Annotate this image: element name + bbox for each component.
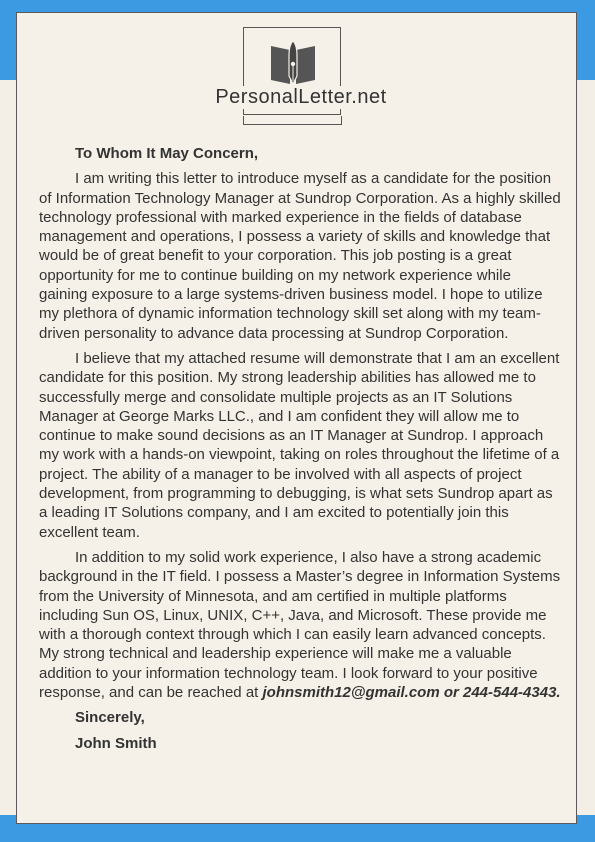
letter-body	[39, 144, 561, 753]
paragraph-3	[39, 548, 561, 702]
book-pen-icon	[269, 40, 317, 86]
contact-info: johnsmith12@gmail.com or 244-544-4343.	[262, 684, 561, 702]
logo-bracket	[243, 116, 342, 125]
logo-text: PersonalLetter.net	[192, 86, 410, 109]
paragraph-2: I believe that my attached resume will demonstrate that I am an excellent candidate for this position. My strong leadership abilities has allowed me to successfully merge and consolidate multiple projects as an IT Solutions Manager at George Marks LLC., and I am confident they will allow me to continue to make sound decisions as an IT Manager at Sundrop. I approach my work with a hands-on viewpoint, taking on roles throughout the lifetime of a project. The ability of a manager to be involved with all aspects of project development, from programming to debugging, is what sets Sundrop apart as a leading IT Solutions company, and I am excited to potentially join this excellent team.	[39, 349, 560, 541]
paragraph-3-text: In addition to my solid work experience, I also have a strong academic background in the IT field. I possess a Master’s degree in Information Systems from the University of Minnesota, and am certified in multiple platforms including Sun OS, Linux, UNIX, C++, Java, and Microsoft. These provide me with a thorough context through which I can easily learn advanced concepts. My strong technical and leadership experience will make me a valuable addition to your information technology team. I look forward to your positive response, and can be reached at	[39, 548, 561, 702]
salutation: To Whom It May Concern,	[75, 145, 259, 162]
closing: Sincerely,	[75, 709, 145, 727]
signature-name: John Smith	[75, 734, 157, 752]
paragraph-1: I am writing this letter to introduce myself as a candidate for the position of Information Technology Manager at Sundrop Corporation. As a highly skilled technology professional with marked experience in the fields of database management and operations, I possess a variety of skills and knowledge that would be of great benefit to your corporation. This job posting is a great opportunity for me to continue building on my network experience while gaining exposure to a large systems-driven business model. I hope to utilize my plethora of dynamic information technology skill set along with my team-driven personality to advance data processing at Sundrop Corporation.	[39, 170, 561, 342]
